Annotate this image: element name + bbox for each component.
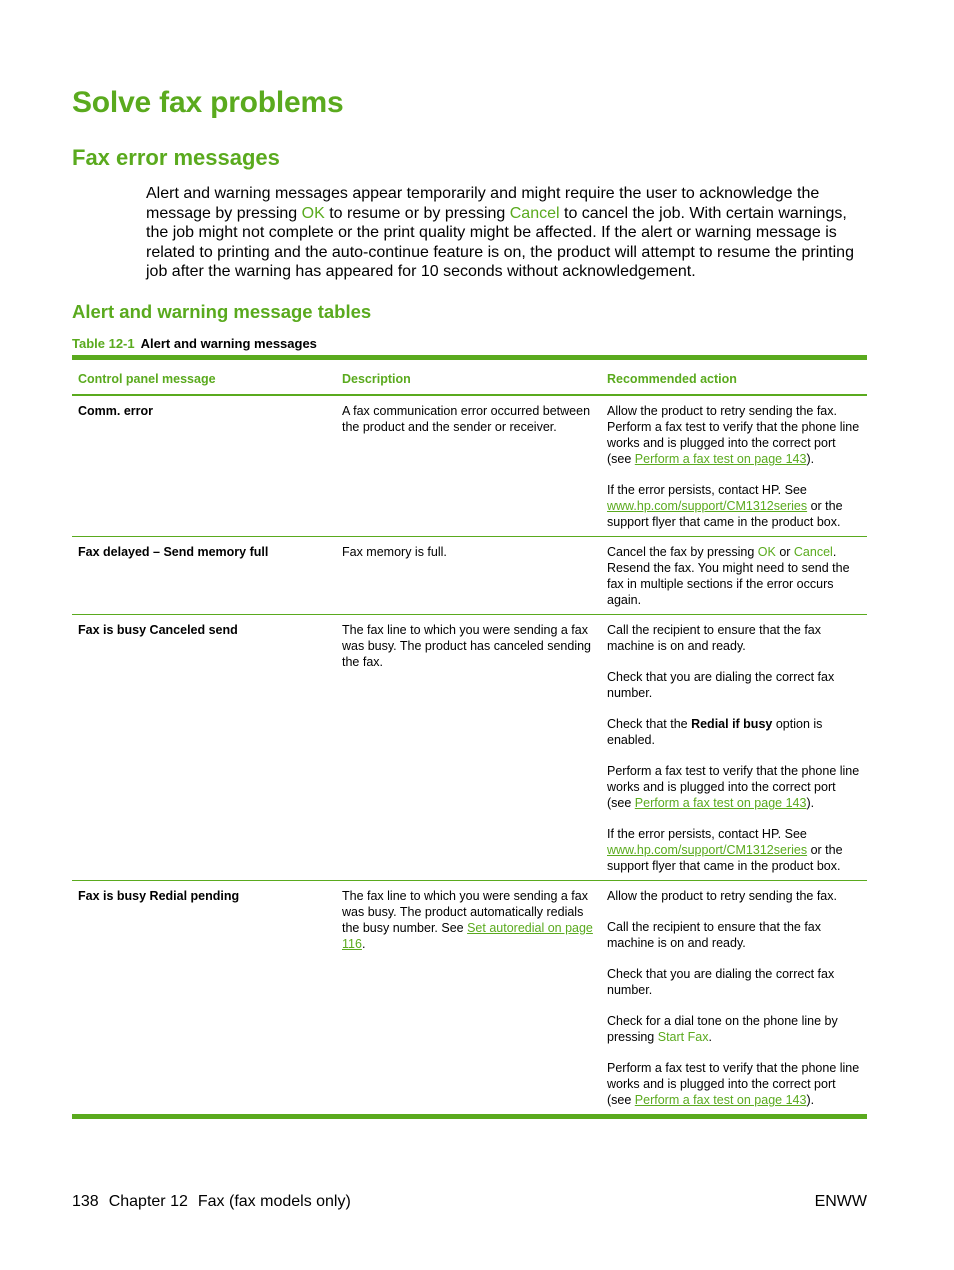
action-text: If the error persists, contact HP. See — [607, 483, 807, 497]
footer-label: ENWW — [814, 1193, 867, 1210]
table-row — [72, 395, 867, 537]
message-cell: Comm. error — [78, 404, 154, 418]
table-number: Table 12-1 — [72, 336, 135, 351]
table-header-row — [72, 358, 867, 396]
action-step — [607, 1013, 861, 1045]
action-text: or the support flyer that came in the product box. — [607, 499, 843, 529]
action-text: Check that the — [607, 717, 692, 731]
table-title: Alert and warning messages — [140, 336, 317, 351]
action-step: Check that you are dialing the correct fax number. — [607, 967, 835, 997]
action-step: Call the recipient to ensure that the fax machine is on and ready. — [607, 623, 822, 653]
fax-test-link[interactable]: Perform a fax test on page 143 — [634, 1093, 807, 1107]
page-number: 138 — [72, 1193, 99, 1210]
section-heading: Fax error messages — [72, 145, 280, 170]
table-caption — [72, 336, 317, 351]
chapter-title: Fax (fax models only) — [197, 1193, 351, 1210]
message-cell: Fax is busy Canceled send — [78, 623, 238, 637]
action-cell — [601, 537, 867, 615]
action-text: Perform a fax test to verify that the phone line works and is plugged into the correct port (see — [607, 764, 860, 810]
action-step — [607, 544, 861, 608]
action-step — [607, 826, 861, 874]
action-text: ). — [806, 796, 815, 810]
action-text: Allow the product to retry sending the fax. Perform a fax test to verify that the phone line works and is plugged into the correct port (see — [607, 404, 860, 466]
action-cell — [601, 615, 867, 881]
cancel-key: Cancel — [793, 545, 833, 559]
action-text: Cancel the fax by pressing — [607, 545, 758, 559]
description-cell: A fax communication error occurred between the product and the sender or receiver. — [342, 404, 591, 434]
description-cell: Fax memory is full. — [342, 545, 447, 559]
ok-key: OK — [757, 545, 776, 559]
intro-paragraph — [146, 184, 870, 282]
fax-test-link[interactable]: Perform a fax test on page 143 — [634, 452, 807, 466]
fax-test-link[interactable]: Perform a fax test on page 143 — [634, 796, 807, 810]
intro-text: Alert and warning messages appear temporarily and might require the user to acknowledge the message by pressing — [146, 185, 820, 222]
action-text: or — [775, 545, 794, 559]
action-step — [607, 716, 861, 748]
column-header-message: Control panel message — [78, 371, 216, 386]
action-step: Call the recipient to ensure that the fax machine is on and ready. — [607, 920, 822, 950]
table-row — [72, 881, 867, 1117]
action-text: If the error persists, contact HP. See — [607, 827, 807, 841]
cancel-key: Cancel — [509, 204, 560, 222]
option-name: Redial if busy — [691, 717, 773, 731]
action-text: Perform a fax test to verify that the phone line works and is plugged into the correct port (see — [607, 1061, 860, 1107]
alert-messages-table — [72, 355, 867, 1119]
message-cell: Fax is busy Redial pending — [78, 889, 240, 903]
column-header-action: Recommended action — [607, 371, 737, 386]
description-cell: The fax line to which you were sending a fax was busy. The product has canceled sending the fax. — [342, 623, 591, 669]
action-text: ). — [806, 452, 815, 466]
action-text: Check for a dial tone on the phone line by pressing — [607, 1014, 838, 1044]
chapter-label: Chapter 12 — [108, 1193, 188, 1210]
page-footer — [72, 1193, 361, 1211]
table-row — [72, 615, 867, 881]
action-text: ). — [806, 1093, 815, 1107]
action-text: or the support flyer that came in the product box. — [607, 843, 843, 873]
action-step — [607, 403, 861, 467]
start-fax-key: Start Fax — [657, 1030, 709, 1044]
action-text: . — [708, 1030, 712, 1044]
action-step — [607, 763, 861, 811]
page-title: Solve fax problems — [72, 86, 344, 119]
action-text: . Resend the fax. You might need to send the fax in multiple sections if the error occurs again. — [607, 545, 850, 607]
ok-key: OK — [301, 204, 325, 222]
action-cell — [601, 881, 867, 1117]
autoredial-link[interactable]: Set autoredial on page 116 — [342, 921, 593, 951]
intro-text: to resume or by pressing — [324, 204, 510, 222]
table-row — [72, 537, 867, 615]
action-step — [607, 1060, 861, 1108]
action-step: Allow the product to retry sending the fax. — [607, 889, 837, 903]
action-step — [607, 482, 861, 530]
description-cell — [336, 881, 601, 1117]
subsection-heading: Alert and warning message tables — [72, 301, 372, 322]
message-cell: Fax delayed – Send memory full — [78, 545, 269, 559]
description-text: . — [361, 937, 366, 951]
hp-support-link[interactable]: www.hp.com/support/CM1312series — [607, 843, 808, 857]
description-text: The fax line to which you were sending a fax was busy. The product automatically redials the busy number. See — [342, 889, 588, 935]
intro-text: to cancel the job. With certain warnings, the job might not complete or the print quality might be affected. If the alert or warning message is related to printing and the auto-continue feature is on, the product will attempt to resume the printing job after the warning has appeared for 10 seconds without acknowledgement. — [146, 204, 854, 280]
action-cell — [601, 395, 867, 537]
hp-support-link[interactable]: www.hp.com/support/CM1312series — [607, 499, 808, 513]
column-header-description: Description — [342, 371, 411, 386]
action-text: option is enabled. — [607, 717, 823, 747]
action-step: Check that you are dialing the correct fax number. — [607, 670, 835, 700]
